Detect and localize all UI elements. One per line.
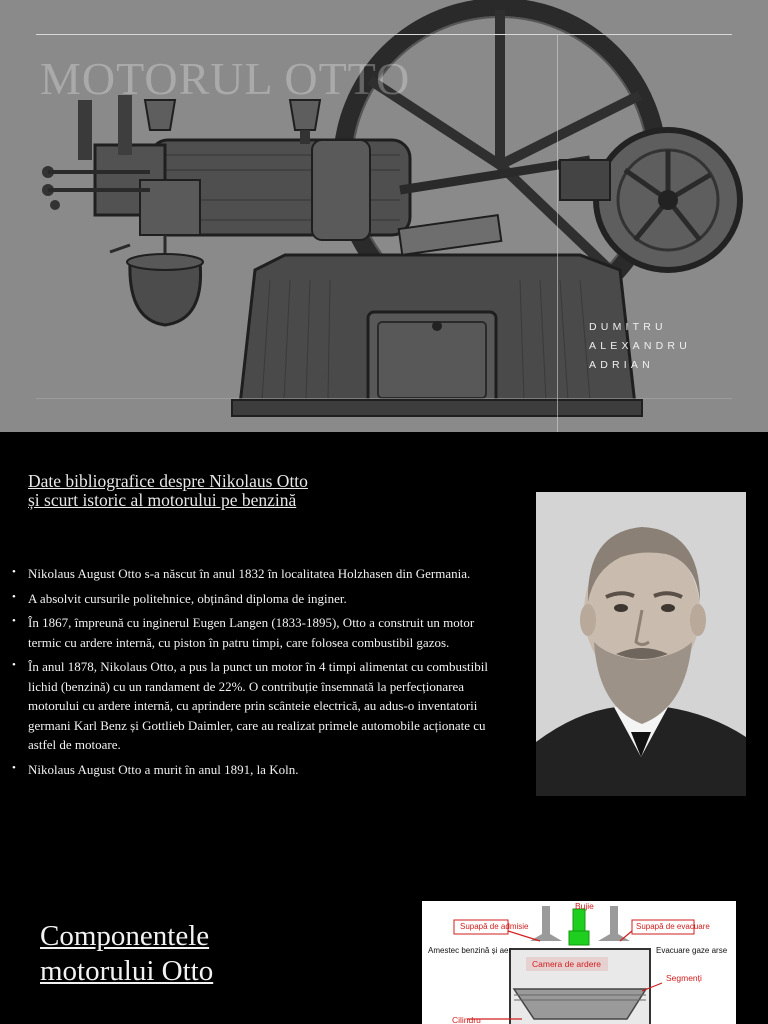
bottom-rule xyxy=(36,398,732,399)
otto-portrait-photo xyxy=(536,492,746,796)
vertical-rule xyxy=(557,34,558,432)
author-line: ALEXANDRU xyxy=(589,340,691,352)
top-rule xyxy=(36,34,732,35)
heading-line: Date bibliografice despre Nikolaus Otto xyxy=(28,471,308,491)
components-slide xyxy=(0,864,768,1024)
heading-line: Componentele xyxy=(40,920,210,952)
slide-heading xyxy=(40,919,213,989)
biography-slide xyxy=(0,432,768,864)
label-supapa-evacuare: Supapă de evacuare xyxy=(636,922,710,931)
heading-line: și scurt istoric al motorului pe benzină xyxy=(28,490,297,510)
label-evacuare: Evacuare gaze arse xyxy=(656,946,728,955)
bullet-item: • În 1867, împreună cu inginerul Eugen Langen (1833-1895), Otto a construit un motor termic cu ardere internă, cu piston în patru timpi, care folosea combustibil gazos. xyxy=(12,613,507,652)
slide-heading xyxy=(28,472,448,510)
label-camera: Camera de ardere xyxy=(532,959,601,969)
label-amestec: Amestec benzină și aer xyxy=(428,946,512,955)
title-slide xyxy=(0,0,768,432)
bullet-list xyxy=(12,564,507,784)
bullet-item: • A absolvit cursurile politehnice, obținând diploma de inginer. xyxy=(12,589,507,609)
bullet-item: • Nikolaus August Otto a murit în anul 1891, la Koln. xyxy=(12,760,507,780)
slide-title: MOTORUL OTTO xyxy=(40,53,411,104)
label-supapa-admisie: Supapă de admisie xyxy=(460,922,529,931)
label-bujie: Bujie xyxy=(575,901,594,911)
author-name xyxy=(589,318,691,375)
author-line: DUMITRU xyxy=(589,321,667,333)
heading-line: motorului Otto xyxy=(40,955,214,987)
bullet-item: • În anul 1878, Nikolaus Otto, a pus la punct un motor în 4 timpi alimentat cu combustibil lichid (benzină) cu un randament de 22%. O contribuție însemnată la perfecționarea motorului cu ardere internă, cu aprindere prin scânteie electrică, au adus-o inventatorii germani Karl Benz și Gottlieb Daimler, care au realizat primele automobile acționate cu astfel de motoare. xyxy=(12,657,507,755)
engine-diagram xyxy=(422,901,736,1024)
author-line: ADRIAN xyxy=(589,359,654,371)
spark-plug xyxy=(573,909,585,933)
bullet-item: • Nikolaus August Otto s-a născut în anul 1832 în localitatea Holzhasen din Germania. xyxy=(12,564,507,584)
label-segmenti: Segmenți xyxy=(666,973,702,983)
label-cilindru: Cilindru xyxy=(452,1015,481,1024)
